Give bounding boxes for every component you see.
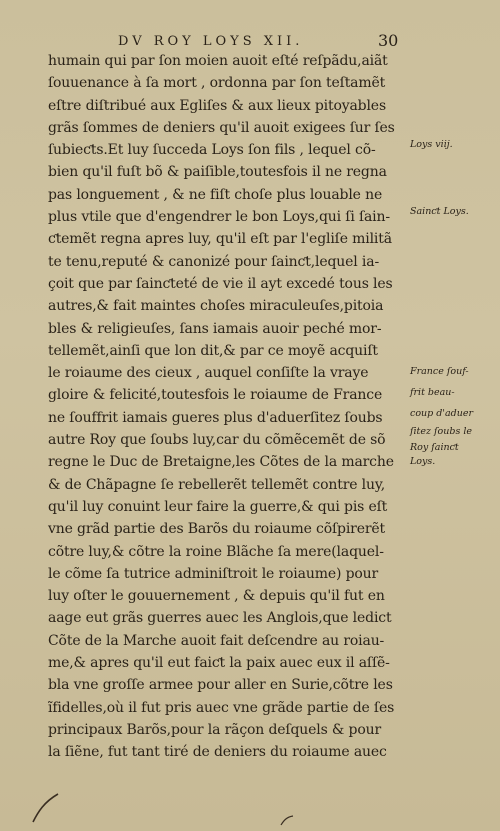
text-line: ſouuenance à ſa mort , ordonna par ſon teſtamẽt: [48, 75, 386, 92]
marginal-note: frit beau-: [410, 387, 455, 398]
text-line: ne ſouffrit iamais gueres plus d'aduerſitez ſoubs: [48, 409, 383, 426]
marginal-note: Roy ſainƈt: [410, 442, 459, 453]
text-line: gloire & felicité,toutesfois le roiaume de France: [48, 387, 383, 404]
text-line: eſtre diſtribué aux Egliſes & aux lieux pitoyables: [48, 97, 386, 114]
text-line: regne le Duc de Bretaigne,les Cõtes de la marche: [48, 454, 394, 471]
text-line: aage eut grãs guerres auec les Anglois,que ledict: [48, 610, 392, 627]
ink-stroke-mark: [30, 790, 64, 826]
running-title: DV ROY LOYS XII.: [118, 34, 304, 49]
text-line: bles & religieuſes, ſans iamais auoir peché mor-: [48, 320, 382, 337]
marginal-note: Sainƈt Loys.: [410, 206, 469, 217]
text-line: autre Roy que ſoubs luy,car du cõmẽcemẽt de sõ: [48, 432, 386, 449]
text-line: luy oſter le gouuernement , & depuis qu'il fut en: [48, 588, 385, 605]
marginal-note: ſitez ſoubs le: [410, 426, 473, 437]
text-line: tellemẽt,ainſi que lon dit,& par ce moyẽ acquiſt: [48, 342, 378, 359]
text-line: le roiaume des cieux , auquel conſiſte la vraye: [48, 365, 369, 382]
text-line: qu'il luy conuint leur faire la guerre,& qui pis eſt: [48, 498, 388, 515]
text-line: çoit que par ſainƈteté de vie il ayt excedé tous les: [48, 275, 393, 292]
page-number: 30: [378, 31, 399, 50]
text-line: la ſiẽne, fut tant tiré de deniers du roiaume auec: [48, 744, 387, 761]
text-line: vne grãd partie des Barõs du roiaume cõſpirerẽt: [48, 521, 386, 538]
text-line: bien qu'il fuſt bõ & paiſible,toutesfois il ne regna: [48, 164, 387, 181]
text-line: autres,& fait maintes choſes miraculeuſes,pitoia: [48, 298, 384, 315]
text-line: te tenu,reputé & canonizé pour ſainƈt,lequel ia-: [48, 253, 380, 270]
ink-stroke-mark: [278, 812, 298, 828]
text-line: ſubieƈts.Et luy ſucceda Loys ſon fils , lequel cõ-: [48, 142, 376, 159]
text-line: humain qui par ſon moien auoit eſté reſpãdu,aiãt: [48, 53, 388, 69]
marginal-note: coup d'aduer: [410, 408, 473, 419]
marginal-note: Loys viij.: [410, 139, 453, 150]
text-line: Cõte de la Marche auoit fait deſcendre au roiau-: [48, 632, 385, 649]
text-line: & de Chãpagne ſe rebellerẽt tellemẽt contre luy,: [48, 476, 386, 493]
marginal-note: Loys.: [410, 456, 436, 467]
text-line: grãs ſommes de deniers qu'il auoit exigees ſur ſes: [48, 119, 395, 136]
text-line: plus vtile que d'engendrer le bon Loys,qui ſi ſain-: [48, 209, 390, 226]
text-line: le cõme ſa tutrice adminiſtroit le roiaume) pour: [48, 565, 379, 582]
text-line: ĩfidelles,où il fut pris auec vne grãde partie de ſes: [48, 699, 395, 716]
text-line: cõtre luy,& cõtre la roine Blãche ſa mere(laquel-: [48, 543, 384, 560]
marginal-note: France ſouf-: [410, 366, 469, 377]
text-line: bla vne groſſe armee pour aller en Surie,cõtre les: [48, 677, 393, 694]
marginal-notes: [0, 50, 500, 550]
text-line: pas longuement , & ne fiſt choſe plus louable ne: [48, 186, 383, 203]
text-line: principaux Barõs,pour la rãçon deſquels & pour: [48, 721, 382, 738]
text-line: me,& apres qu'il eut faiƈt la paix auec eux il aſſẽ-: [48, 655, 390, 672]
text-line: ƈtemẽt regna apres luy, qu'il eſt par l'egliſe militã: [48, 231, 392, 248]
